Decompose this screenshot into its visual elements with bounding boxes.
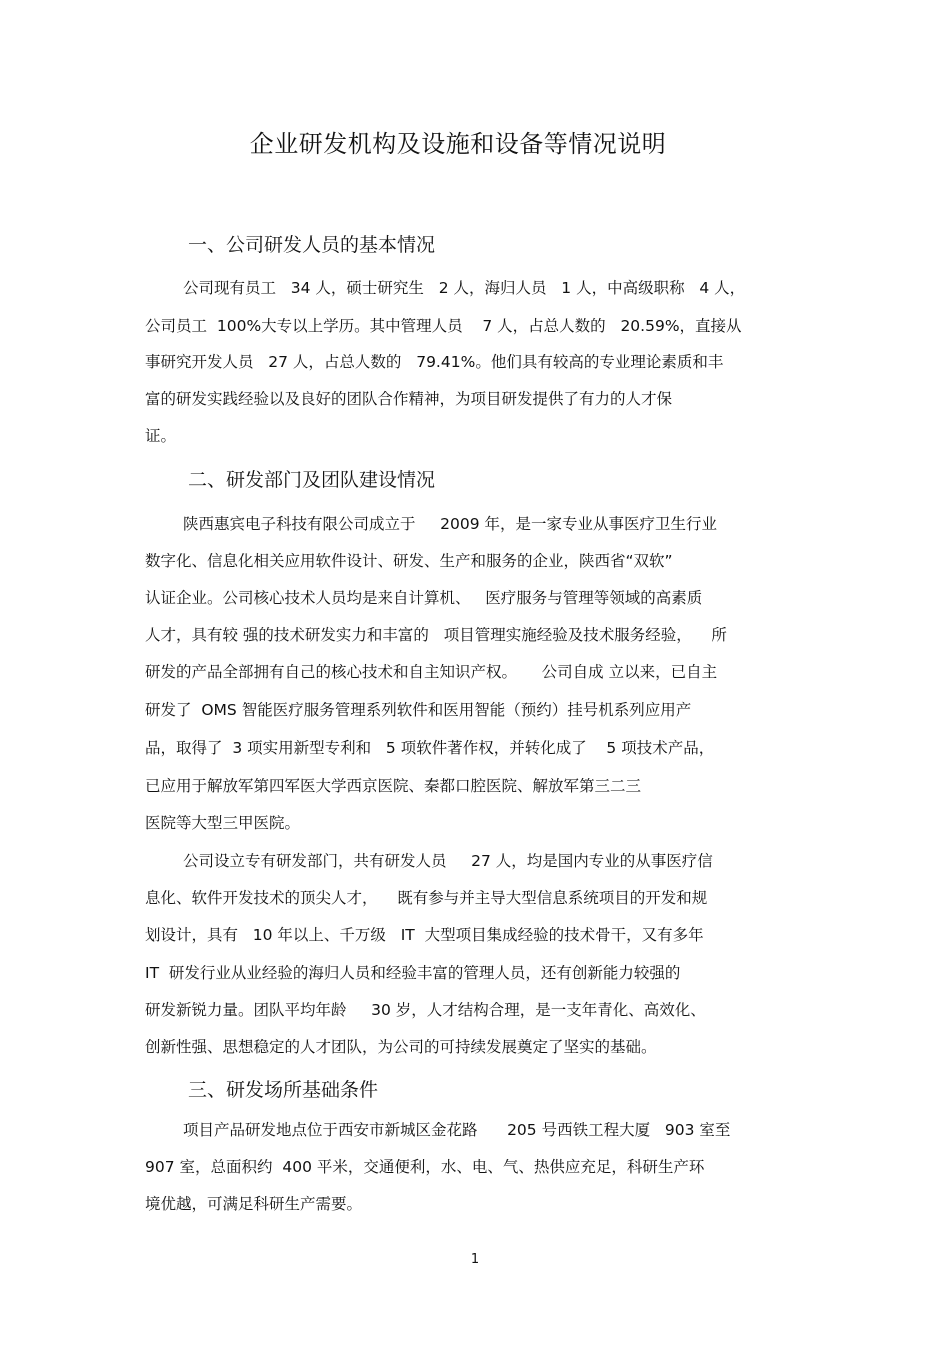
paragraph-line: 事研究开发人员 27 人，占总人数的 79.41%。他们具有较高的专业理论素质和丰 — [145, 353, 724, 371]
paragraph-line: 证。 — [145, 427, 177, 445]
paragraph-line: 息化、软件开发技术的顶尖人才， 既有参与并主导大型信息系统项目的开发和规 — [145, 889, 708, 907]
paragraph-line: 认证企业。公司核心技术人员均是来自计算机、 医疗服务与管理等领域的高素质 — [145, 589, 703, 607]
section-1-heading: 一、公司研发人员的基本情况 — [188, 234, 436, 256]
paragraph-line: 富的研发实践经验以及良好的团队合作精神，为项目研发提供了有力的人才保 — [145, 390, 673, 408]
paragraph-line: 907 室，总面积约 400 平米，交通便利，水、电、气、热供应充足，科研生产环 — [145, 1158, 705, 1176]
document-title: 企业研发机构及设施和设备等情况说明 — [249, 130, 667, 158]
paragraph-line: 人才，具有较 强的技术研发实力和丰富的 项目管理实施经验及技术服务经验， 所 — [145, 626, 727, 644]
paragraph-line: 品，取得了 3 项实用新型专利和 5 项软件著作权，并转化成了 5 项技术产品， — [145, 739, 715, 757]
section-3-heading: 三、研发场所基础条件 — [188, 1079, 379, 1101]
paragraph-line: 划设计，具有 10 年以上、千万级 IT 大型项目集成经验的技术骨干，又有多年 — [145, 926, 704, 944]
paragraph-line: 数字化、信息化相关应用软件设计、研发、生产和服务的企业，陕西省“双软” — [145, 552, 673, 570]
paragraph-line: IT 研发行业从业经验的海归人员和经验丰富的管理人员，还有创新能力较强的 — [145, 964, 681, 982]
page-number: 1 — [470, 1252, 480, 1267]
paragraph-line: 研发了 OMS 智能医疗服务管理系列软件和医用智能（预约）挂号机系列应用产 — [145, 701, 692, 719]
paragraph-line: 公司现有员工 34 人，硕士研究生 2 人，海归人员 1 人，中高级职称 4 人， — [183, 279, 746, 297]
paragraph-line: 研发新锐力量。团队平均年龄 30 岁，人才结构合理，是一支年青化、高效化、 — [145, 1001, 706, 1019]
paragraph-line: 公司设立专有研发部门，共有研发人员 27 人，均是国内专业的从事医疗信 — [183, 852, 713, 870]
section-2-heading: 二、研发部门及团队建设情况 — [188, 469, 436, 491]
paragraph-line: 医院等大型三甲医院。 — [145, 814, 301, 832]
paragraph-line: 陕西惠宾电子科技有限公司成立于 2009 年，是一家专业从事医疗卫生行业 — [183, 515, 718, 533]
paragraph-line: 公司员工 100%大专以上学历。其中管理人员 7 人，占总人数的 20.59%，直接从 — [145, 317, 742, 335]
paragraph-line: 研发的产品全部拥有自己的核心技术和自主知识产权。 公司自成 立以来，已自主 — [145, 663, 718, 681]
paragraph-line: 项目产品研发地点位于西安市新城区金花路 205 号西铁工程大厦 903 室至 — [183, 1121, 731, 1139]
paragraph-line: 创新性强、思想稳定的人才团队，为公司的可持续发展奠定了坚实的基础。 — [145, 1038, 657, 1056]
paragraph-line: 境优越，可满足科研生产需要。 — [145, 1195, 363, 1213]
paragraph-line: 已应用于解放军第四军医大学西京医院、秦都口腔医院、解放军第三二三 — [145, 777, 642, 795]
